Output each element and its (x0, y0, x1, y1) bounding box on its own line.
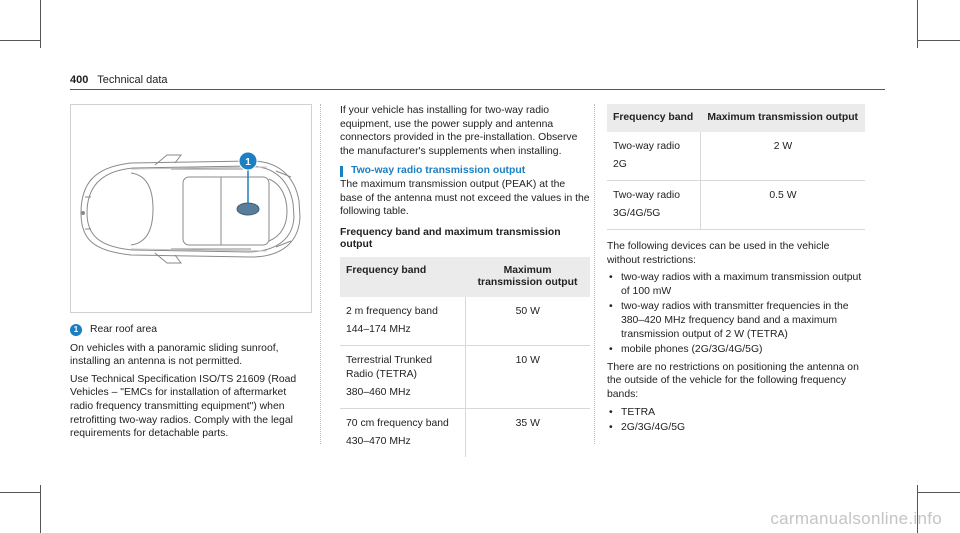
table-title: Frequency band and maximum transmission output (340, 226, 561, 250)
callout-badge: 1 (70, 324, 82, 336)
watermark: carmanualsonline.info (770, 509, 942, 528)
column-divider (320, 104, 321, 444)
figure-caption (70, 323, 310, 337)
table-row (340, 297, 590, 346)
callout-number: 1 (245, 157, 251, 168)
table-row (340, 345, 590, 408)
crop-mark (40, 0, 41, 48)
right-column (607, 104, 865, 439)
header-rule (70, 89, 885, 90)
output-value: 0.5 W (700, 181, 865, 230)
band-range: 430–470 MHz (346, 435, 411, 447)
section-heading-text: Two-way radio transmission output (351, 165, 526, 177)
paragraph: The following devices can be used in the vehicle without restrictions: (607, 241, 830, 266)
band-range: 144–174 MHz (346, 323, 411, 335)
output-value: 2 W (700, 132, 865, 181)
crop-mark (0, 492, 40, 493)
paragraph: Use Technical Specification ISO/TS 21609 (Road Vehicles – "EMCs for installation of aftermarket radio frequency transmitting equipment") when retrofitting two-way radios. Comply with the legal requirements for detachable parts. (70, 373, 297, 440)
list-item: • mobile phones (2G/3G/4G/5G) (607, 343, 865, 357)
list-item: • two-way radios with a maximum transmission output of 100 mW (607, 271, 865, 298)
paragraph: The maximum transmission output (PEAK) at the base of the antenna must not exceed the values in the following table. (340, 178, 590, 218)
frequency-table-continued (607, 104, 865, 230)
list-item: • TETRA (607, 406, 865, 420)
crop-mark (918, 492, 960, 493)
column-divider (594, 104, 595, 444)
table-header-output: Maximum transmission output (700, 104, 865, 132)
output-value: 10 W (465, 345, 590, 408)
crop-mark (918, 40, 960, 41)
caption-text: Rear roof area (90, 324, 157, 335)
page-number: 400 (70, 74, 89, 86)
table-row (607, 181, 865, 230)
table-row (607, 132, 865, 181)
band-name: 70 cm frequency band (346, 417, 449, 429)
table-header-output: Maximum transmission output (465, 257, 590, 297)
page-header (70, 74, 168, 86)
band-range: 2G (613, 159, 627, 170)
band-name: Two-way radio (613, 141, 680, 152)
band-range: 3G/4G/5G (613, 208, 661, 219)
car-top-view-illustration (71, 105, 311, 312)
table-header-band: Frequency band (607, 104, 700, 132)
vehicle-roof-figure (70, 104, 312, 313)
section-title: Technical data (97, 74, 168, 86)
middle-column (340, 104, 590, 457)
crop-mark (0, 40, 40, 41)
list-item: • 2G/3G/4G/5G (607, 421, 865, 435)
antenna-area-marker (237, 203, 259, 215)
heading-marker (340, 166, 343, 177)
band-name: Terrestrial Trunked Radio (TETRA) (346, 354, 433, 380)
bullet-list (607, 271, 865, 357)
section-heading (340, 164, 590, 178)
table-header-band: Frequency band (340, 257, 465, 297)
frequency-table (340, 257, 590, 457)
list-item: • two-way radios with transmitter frequencies in the 380–420 MHz frequency band and a maximum transmission output of 2 W (TETRA) (607, 300, 865, 341)
band-range: 380–460 MHz (346, 386, 411, 398)
bullet-list (607, 406, 865, 435)
left-column (70, 104, 310, 445)
paragraph: On vehicles with a panoramic sliding sunroof, installing an antenna is not permitted. (70, 342, 279, 368)
table-row (340, 408, 590, 457)
band-name: 2 m frequency band (346, 305, 438, 317)
output-value: 35 W (465, 408, 590, 457)
paragraph: If your vehicle has installing for two-way radio equipment, use the power supply and antenna connectors provided in the pre-installation. Observe the manufacturer's supplements when installing. (340, 105, 578, 157)
paragraph: There are no restrictions on positioning the antenna on the outside of the vehicle for the following frequency bands: (607, 361, 859, 400)
crop-mark (40, 485, 41, 533)
output-value: 50 W (465, 297, 590, 346)
band-name: Two-way radio (613, 190, 680, 201)
